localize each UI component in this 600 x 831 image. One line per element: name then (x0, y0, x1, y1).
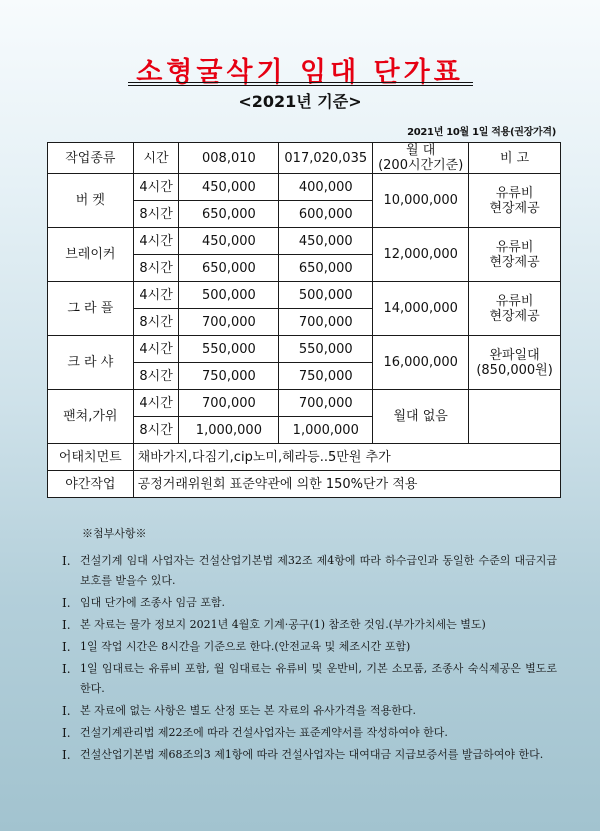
header-monthly-line2: (200시간기준) (378, 158, 464, 173)
price-b-cell: 700,000 (279, 309, 373, 336)
price-b-cell: 400,000 (279, 174, 373, 201)
remark-line2: (850,000원) (476, 362, 553, 378)
header-remark: 비 고 (469, 143, 561, 174)
time-cell: 8시간 (133, 255, 179, 282)
note-text: 본 자료에 없는 사항은 별도 산정 또는 본 자료의 유사가격을 적용한다. (80, 704, 416, 717)
header-monthly-line1: 월 대 (406, 143, 436, 158)
list-item (62, 637, 557, 657)
title-underline (128, 82, 473, 86)
bullet-mark: I. (62, 704, 71, 718)
remark-line1: 완파일대 (489, 347, 540, 363)
attachment-label: 어태치먼트 (48, 444, 134, 471)
remark-cell (469, 282, 561, 336)
bullet-mark: I. (62, 596, 71, 610)
list-item (62, 701, 557, 721)
table-row (48, 282, 561, 309)
bullet-mark: I. (62, 726, 71, 740)
time-cell: 8시간 (133, 309, 179, 336)
remark-cell (469, 228, 561, 282)
remark-line1: 유류비 (495, 293, 534, 309)
header-monthly (373, 143, 469, 174)
price-table (47, 142, 561, 498)
price-b-cell: 600,000 (279, 201, 373, 228)
time-cell: 8시간 (133, 363, 179, 390)
list-item (62, 551, 557, 591)
bullet-mark: I. (62, 662, 71, 676)
equipment-name: 버 켓 (48, 174, 134, 228)
price-a-cell: 750,000 (179, 363, 279, 390)
price-b-cell: 450,000 (279, 228, 373, 255)
remark-line2: 현장제공 (489, 200, 540, 216)
page-subtitle: <2021년 기준> (238, 92, 362, 111)
table-row (48, 228, 561, 255)
remark-line2: 현장제공 (489, 254, 540, 270)
price-b-cell: 500,000 (279, 282, 373, 309)
equipment-name: 팬쳐,가위 (48, 390, 134, 444)
note-text: 1일 작업 시간은 8시간을 기준으로 한다.(안전교육 및 체조시간 포함) (80, 640, 411, 653)
time-cell: 4시간 (133, 336, 179, 363)
night-work-row (48, 471, 561, 498)
note-text: 1일 임대료는 유류비 포함, 월 임대료는 유류비 및 운반비, 기본 소모품, 조종사 숙식제공은 별도로 한다. (80, 662, 557, 695)
remark-line1: 유류비 (495, 239, 534, 255)
list-item (62, 593, 557, 613)
note-text: 건설기계관리법 제22조에 따라 건설사업자는 표준계약서를 작성하여야 한다. (80, 726, 448, 739)
price-a-cell: 650,000 (179, 255, 279, 282)
time-cell: 4시간 (133, 390, 179, 417)
night-work-label: 야간작업 (48, 471, 134, 498)
price-a-cell: 500,000 (179, 282, 279, 309)
table-row (48, 336, 561, 363)
price-a-cell: 650,000 (179, 201, 279, 228)
equipment-name: 브레이커 (48, 228, 134, 282)
bullet-mark: I. (62, 748, 71, 762)
night-work-value: 공정거래위원회 표준약관에 의한 150%단가 적용 (133, 471, 560, 498)
time-cell: 8시간 (133, 201, 179, 228)
monthly-cell: 14,000,000 (373, 282, 469, 336)
price-a-cell: 450,000 (179, 228, 279, 255)
remark-cell (469, 336, 561, 390)
time-cell: 8시간 (133, 417, 179, 444)
price-a-cell: 700,000 (179, 390, 279, 417)
remark-line1: 유류비 (495, 185, 534, 201)
price-b-cell: 650,000 (279, 255, 373, 282)
bullet-mark: I. (62, 554, 71, 568)
notes-title: ※첨부사항※ (82, 527, 147, 540)
bullet-mark: I. (62, 618, 71, 632)
note-text: 건설기계 임대 사업자는 건설산업기본법 제32조 제4항에 따라 하수급인과 동일한 수준의 대금지급 보호를 받을수 있다. (80, 554, 557, 587)
price-b-cell: 700,000 (279, 390, 373, 417)
monthly-cell: 12,000,000 (373, 228, 469, 282)
header-time: 시간 (133, 143, 179, 174)
apply-date: 2021년 10월 1일 적용(권장가격) (407, 127, 556, 138)
notes-section (62, 525, 557, 767)
note-text: 건설산업기본법 제68조의3 제1항에 따라 건설사업자는 대여대금 지급보증서를 발급하여야 한다. (80, 748, 544, 761)
table-header-row (48, 143, 561, 174)
monthly-cell: 월대 없음 (373, 390, 469, 444)
remark-cell (469, 390, 561, 444)
price-b-cell: 750,000 (279, 363, 373, 390)
equipment-name: 크 라 샤 (48, 336, 134, 390)
table-row (48, 174, 561, 201)
note-text: 임대 단가에 조종사 임금 포함. (80, 596, 225, 609)
attachment-row (48, 444, 561, 471)
price-b-cell: 550,000 (279, 336, 373, 363)
time-cell: 4시간 (133, 282, 179, 309)
time-cell: 4시간 (133, 174, 179, 201)
price-a-cell: 700,000 (179, 309, 279, 336)
header-col-a: 008,010 (179, 143, 279, 174)
list-item (62, 723, 557, 743)
equipment-name: 그 라 플 (48, 282, 134, 336)
note-text: 본 자료는 물가 정보지 2021년 4월호 기계·공구(1) 참조한 것임.(부가가치세는 별도) (80, 618, 486, 631)
list-item (62, 745, 557, 765)
list-item (62, 659, 557, 699)
header-col-b: 017,020,035 (279, 143, 373, 174)
remark-cell (469, 174, 561, 228)
price-a-cell: 450,000 (179, 174, 279, 201)
remark-line2: 현장제공 (489, 308, 540, 324)
header-work-type: 작업종류 (48, 143, 134, 174)
bullet-mark: I. (62, 640, 71, 654)
attachment-value: 채바가지,다짐기,cip노미,헤라등..5만원 추가 (133, 444, 560, 471)
price-a-cell: 1,000,000 (179, 417, 279, 444)
price-b-cell: 1,000,000 (279, 417, 373, 444)
monthly-cell: 10,000,000 (373, 174, 469, 228)
price-a-cell: 550,000 (179, 336, 279, 363)
table-row (48, 390, 561, 417)
monthly-cell: 16,000,000 (373, 336, 469, 390)
time-cell: 4시간 (133, 228, 179, 255)
page-title: 소형굴삭기 임대 단가표 (136, 57, 464, 88)
list-item (62, 615, 557, 635)
